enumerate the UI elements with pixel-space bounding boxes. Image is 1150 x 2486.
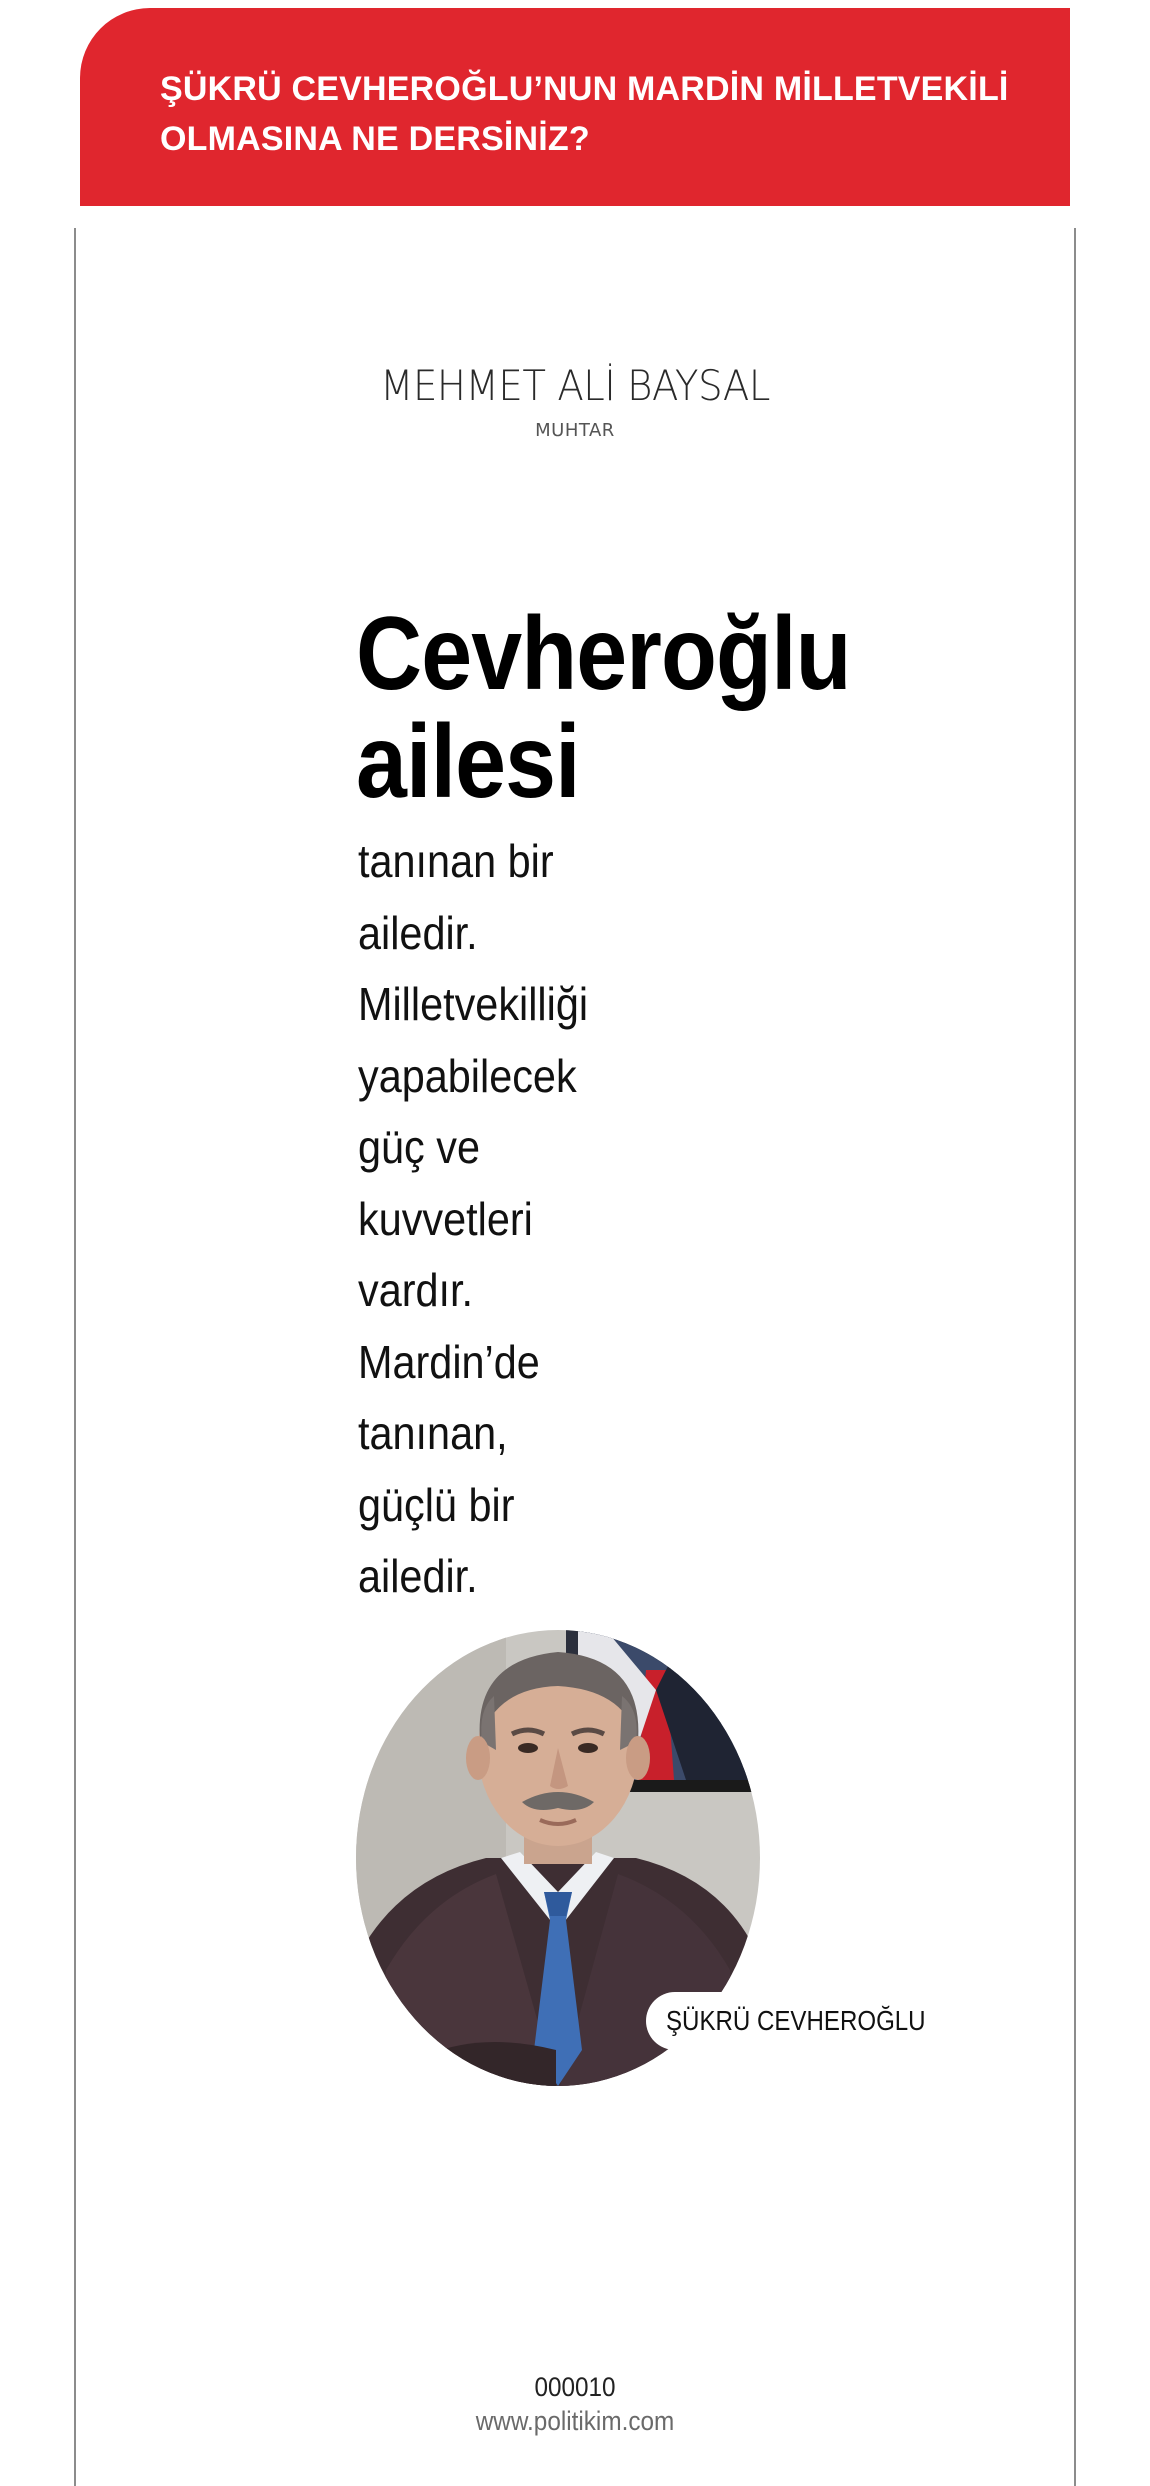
body-line: tanınan bir xyxy=(358,835,554,887)
body-line: tanınan, xyxy=(358,1407,508,1459)
photo-caption-text: ŞÜKRÜ CEVHEROĞLU xyxy=(666,2005,926,2036)
article-headline xyxy=(356,596,851,820)
body-line: Mardin’de xyxy=(358,1335,540,1388)
headline-line-1: Cevheroğlu xyxy=(356,596,851,712)
body-line: güçlü bir xyxy=(358,1478,515,1531)
body-line: ailedir. xyxy=(358,1550,478,1602)
headline-line-2: ailesi xyxy=(356,704,580,820)
page-footer xyxy=(0,2370,1150,2438)
body-line: ailedir. xyxy=(358,906,478,959)
footer-code: 000010 xyxy=(534,2372,616,2402)
body-line: güç ve xyxy=(358,1121,480,1173)
body-line: kuvvetleri xyxy=(358,1192,533,1245)
footer-site-link[interactable]: www.politikim.com xyxy=(475,2406,675,2436)
author-name: MEHMET ALİ BAYSAL xyxy=(380,361,770,410)
author-block xyxy=(0,358,1150,441)
article-body xyxy=(358,826,678,1613)
photo-caption xyxy=(646,1992,990,2050)
banner-title xyxy=(160,64,1030,164)
banner-title-line-1: ŞÜKRÜ CEVHEROĞLU’NUN MARDİN MİLLETVEKİLİ xyxy=(160,70,1009,108)
body-line: yapabilecek xyxy=(358,1049,577,1102)
body-line: Milletvekilliği xyxy=(358,978,589,1030)
banner-title-line-2: OLMASINA NE DERSİNİZ? xyxy=(160,120,590,158)
body-line: vardır. xyxy=(358,1264,474,1316)
author-role: MUHTAR xyxy=(535,420,615,441)
headline-banner xyxy=(80,8,1070,206)
